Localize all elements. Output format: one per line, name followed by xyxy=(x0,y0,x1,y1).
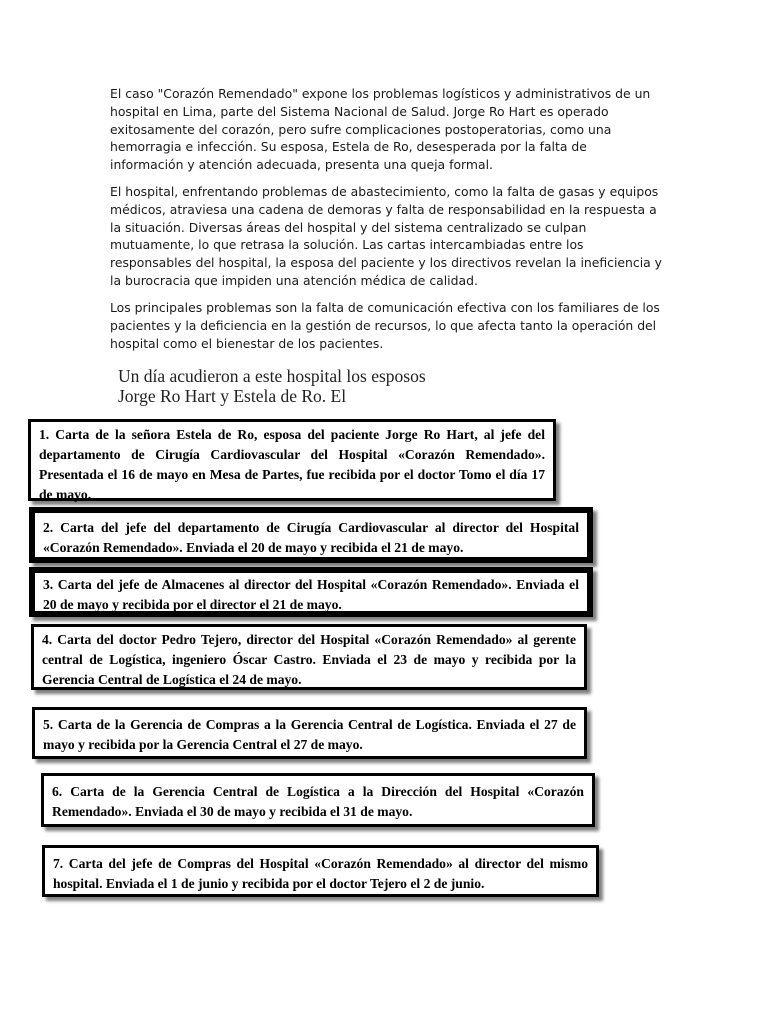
letter-box-7: 7. Carta del jefe de Compras del Hospital «Corazón Remendado» al director del mismo hospital. Enviada el 1 de junio y recibida por el doctor Tejero el 2 de junio. xyxy=(42,845,599,897)
letter-box-6: 6. Carta de la Gerencia Central de Logística a la Dirección del Hospital «Corazón Remendado». Enviada el 30 de mayo y recibida el 31 de mayo. xyxy=(41,773,595,827)
letter-box-4: 4. Carta del doctor Pedro Tejero, director del Hospital «Corazón Remendado» al gerente central de Logística, ingeniero Óscar Castro. Enviada el 23 de mayo y recibida por la Gerencia Central de Logística el 24 de mayo. xyxy=(31,624,587,690)
letter-box-1: 1. Carta de la señora Estela de Ro, esposa del paciente Jorge Ro Hart, al jefe del departamento de Cirugía Cardiovascular del Hospital «Corazón Remendado». Presentada el 16 de mayo en Mesa de Partes, fue recibida por el doctor Tomo el día 17 de mayo. xyxy=(28,419,556,501)
letter-box-2: 2. Carta del jefe del departamento de Cirugía Cardiovascular al director del Hospital «Corazón Remendado». Enviada el 20 de mayo y recibida el 21 de mayo. xyxy=(29,507,593,563)
scanned-intro-text: Un día acudieron a este hospital los esposos Jorge Ro Hart y Estela de Ro. El xyxy=(118,366,426,406)
summary-paragraph-2: El hospital, enfrentando problemas de abastecimiento, como la falta de gasas y equipos médicos, atraviesa una cadena de demoras y falta de responsabilidad en la respuesta a la situación. Diversas áreas del hospital y del sistema centralizado se culpan mutuamente, lo que retrasa la solución. Las cartas intercambiadas entre los responsables del hospital, la esposa del paciente y los directivos revelan la ineficiencia y la burocracia que impiden una atención médica de calidad. xyxy=(110,184,663,288)
summary-paragraph-3: Los principales problemas son la falta de comunicación efectiva con los familiares de los pacientes y la deficiencia en la gestión de recursos, lo que afecta tanto la operación del hospital como el bienestar de los pacientes. xyxy=(110,300,660,351)
letter-box-3: 3. Carta del jefe de Almacenes al director del Hospital «Corazón Remendado». Enviada el 20 de mayo y recibida por el director el 21 de mayo. xyxy=(29,567,593,617)
letter-box-5: 5. Carta de la Gerencia de Compras a la Gerencia Central de Logística. Enviada el 27 de mayo y recibida por la Gerencia Central el 27 de mayo. xyxy=(32,707,587,759)
summary-paragraph-1: El caso "Corazón Remendado" expone los problemas logísticos y administrativos de un hospital en Lima, parte del Sistema Nacional de Salud. Jorge Ro Hart es operado exitosamente del corazón, pero sufre complicaciones postoperatorias, como una hemorragia e infección. Su esposa, Estela de Ro, desesperada por la falta de información y atención adecuada, presenta una queja formal. xyxy=(110,86,651,173)
